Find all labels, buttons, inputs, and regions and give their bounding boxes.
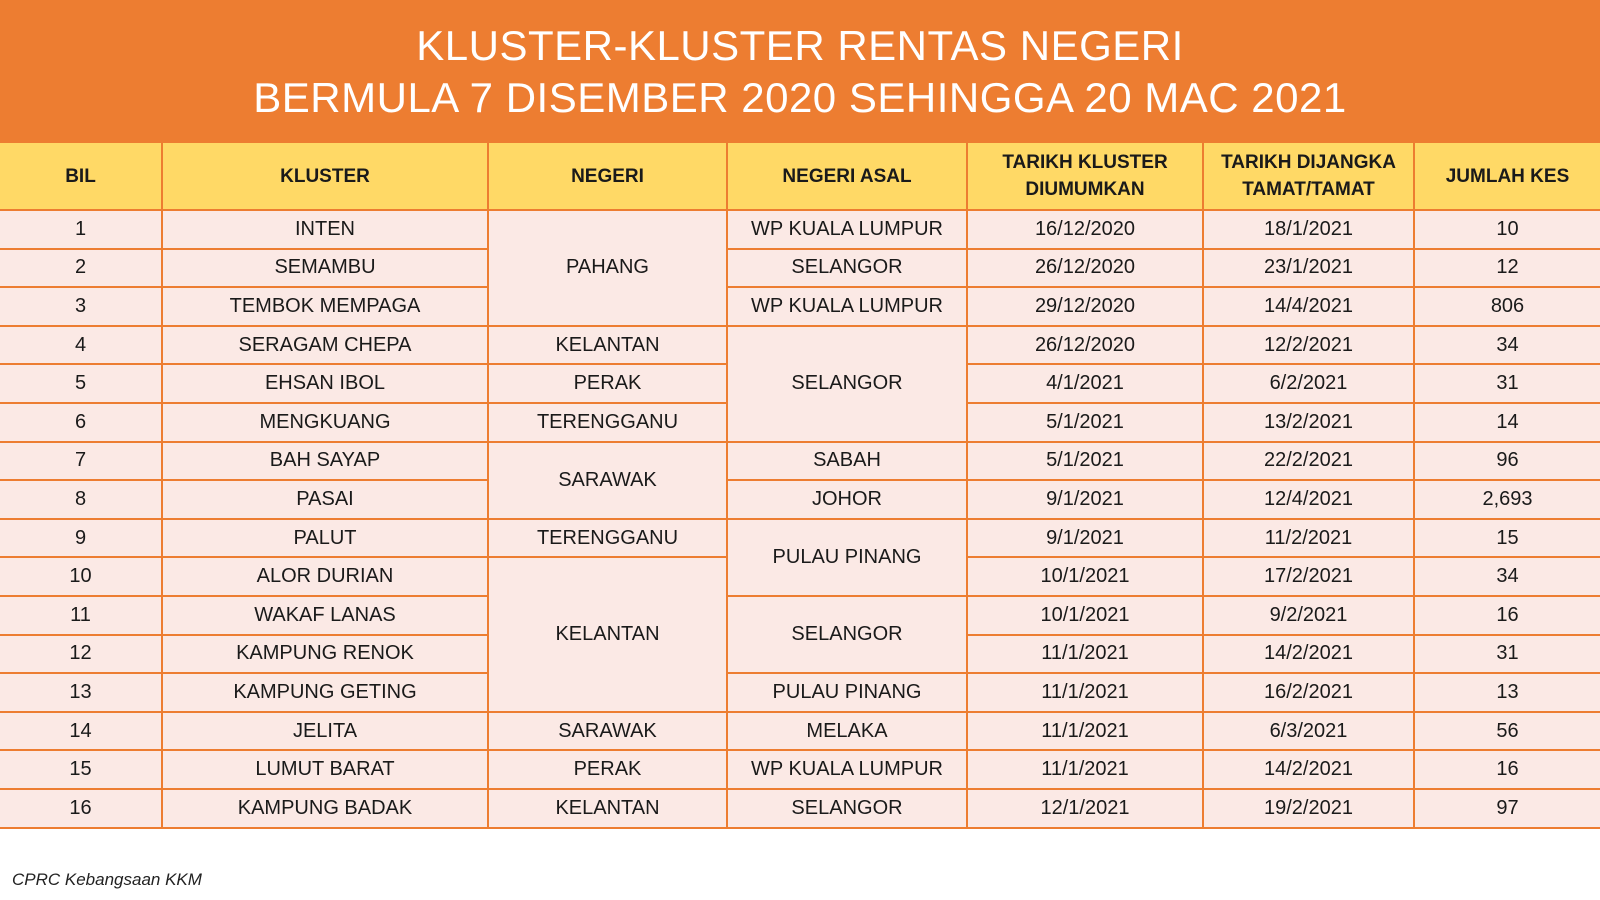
cell-negeri-asal: JOHOR (727, 480, 967, 519)
cell-kluster: KAMPUNG GETING (162, 673, 488, 712)
cell-bil: 11 (0, 596, 162, 635)
table-row (0, 750, 1600, 789)
cell-tamat: 6/2/2021 (1203, 364, 1414, 403)
cell-diumumkan: 11/1/2021 (967, 750, 1203, 789)
cell-jumlah-kes: 34 (1414, 326, 1600, 365)
cell-negeri-asal: WP KUALA LUMPUR (727, 287, 967, 326)
cell-jumlah-kes: 96 (1414, 442, 1600, 481)
cell-bil: 5 (0, 364, 162, 403)
cell-tamat: 14/2/2021 (1203, 750, 1414, 789)
header-tarikh-diumumkan-line2: DIUMUMKAN (1025, 179, 1145, 200)
cell-kluster: SERAGAM CHEPA (162, 326, 488, 365)
cell-kluster: PASAI (162, 480, 488, 519)
cell-tamat: 13/2/2021 (1203, 403, 1414, 442)
cell-tamat: 12/4/2021 (1203, 480, 1414, 519)
header-tarikh-tamat-line2: TAMAT/TAMAT (1242, 179, 1375, 200)
cell-kluster: PALUT (162, 519, 488, 558)
cell-tamat: 18/1/2021 (1203, 210, 1414, 249)
cell-jumlah-kes: 15 (1414, 519, 1600, 558)
cell-diumumkan: 5/1/2021 (967, 442, 1203, 481)
cell-bil: 7 (0, 442, 162, 481)
cell-tamat: 6/3/2021 (1203, 712, 1414, 751)
header-bil: BIL (0, 143, 162, 210)
cell-tamat: 22/2/2021 (1203, 442, 1414, 481)
cell-kluster: ALOR DURIAN (162, 557, 488, 596)
cell-jumlah-kes: 2,693 (1414, 480, 1600, 519)
cell-bil: 14 (0, 712, 162, 751)
cell-negeri-asal: SELANGOR (727, 326, 967, 442)
cell-kluster: EHSAN IBOL (162, 364, 488, 403)
header-tarikh-diumumkan-line1: TARIKH KLUSTER (1002, 152, 1168, 173)
cell-kluster: SEMAMBU (162, 249, 488, 288)
table-row (0, 673, 1600, 712)
cell-tamat: 19/2/2021 (1203, 789, 1414, 828)
cell-jumlah-kes: 31 (1414, 635, 1600, 674)
cell-jumlah-kes: 14 (1414, 403, 1600, 442)
table-row (0, 519, 1600, 558)
cell-diumumkan: 5/1/2021 (967, 403, 1203, 442)
table-row (0, 249, 1600, 288)
cell-negeri: PERAK (488, 750, 727, 789)
cell-tamat: 14/4/2021 (1203, 287, 1414, 326)
cell-bil: 15 (0, 750, 162, 789)
cell-diumumkan: 11/1/2021 (967, 673, 1203, 712)
cell-tamat: 16/2/2021 (1203, 673, 1414, 712)
cell-kluster: BAH SAYAP (162, 442, 488, 481)
cell-diumumkan: 12/1/2021 (967, 789, 1203, 828)
cell-negeri: KELANTAN (488, 557, 727, 711)
cell-tamat: 12/2/2021 (1203, 326, 1414, 365)
cell-bil: 10 (0, 557, 162, 596)
cell-diumumkan: 10/1/2021 (967, 557, 1203, 596)
cell-jumlah-kes: 31 (1414, 364, 1600, 403)
cell-negeri-asal: SELANGOR (727, 596, 967, 673)
cell-negeri-asal: SELANGOR (727, 789, 967, 828)
cell-bil: 16 (0, 789, 162, 828)
cell-kluster: LUMUT BARAT (162, 750, 488, 789)
cell-tamat: 11/2/2021 (1203, 519, 1414, 558)
cell-negeri: PERAK (488, 364, 727, 403)
cell-negeri-asal: PULAU PINANG (727, 519, 967, 596)
cell-negeri-asal: SELANGOR (727, 249, 967, 288)
cell-jumlah-kes: 16 (1414, 596, 1600, 635)
cell-tamat: 14/2/2021 (1203, 635, 1414, 674)
cell-jumlah-kes: 34 (1414, 557, 1600, 596)
cell-kluster: KAMPUNG RENOK (162, 635, 488, 674)
cell-diumumkan: 26/12/2020 (967, 326, 1203, 365)
cell-kluster: JELITA (162, 712, 488, 751)
cell-negeri-asal: MELAKA (727, 712, 967, 751)
table-row (0, 287, 1600, 326)
header-row (0, 143, 1600, 210)
title-line-1: KLUSTER-KLUSTER RENTAS NEGERI (416, 21, 1184, 69)
cell-diumumkan: 10/1/2021 (967, 596, 1203, 635)
title-banner (0, 0, 1600, 143)
cell-tamat: 17/2/2021 (1203, 557, 1414, 596)
header-jumlah-kes: JUMLAH KES (1414, 143, 1600, 210)
table-row (0, 326, 1600, 365)
cell-negeri: TERENGGANU (488, 403, 727, 442)
cell-negeri-asal: WP KUALA LUMPUR (727, 210, 967, 249)
cell-tamat: 9/2/2021 (1203, 596, 1414, 635)
cell-negeri-asal: PULAU PINANG (727, 673, 967, 712)
title-line-2: BERMULA 7 DISEMBER 2020 SEHINGGA 20 MAC 2021 (253, 73, 1347, 121)
cell-tamat: 23/1/2021 (1203, 249, 1414, 288)
cell-diumumkan: 29/12/2020 (967, 287, 1203, 326)
cell-diumumkan: 9/1/2021 (967, 519, 1203, 558)
cell-diumumkan: 11/1/2021 (967, 712, 1203, 751)
header-tarikh-tamat-line1: TARIKH DIJANGKA (1221, 152, 1396, 173)
cell-jumlah-kes: 16 (1414, 750, 1600, 789)
clusters-table (0, 143, 1600, 829)
cell-jumlah-kes: 97 (1414, 789, 1600, 828)
cell-bil: 6 (0, 403, 162, 442)
cell-diumumkan: 16/12/2020 (967, 210, 1203, 249)
table-row (0, 596, 1600, 635)
cell-jumlah-kes: 12 (1414, 249, 1600, 288)
cell-jumlah-kes: 10 (1414, 210, 1600, 249)
cell-kluster: INTEN (162, 210, 488, 249)
cell-bil: 2 (0, 249, 162, 288)
table-row (0, 789, 1600, 828)
table-row (0, 442, 1600, 481)
cell-kluster: MENGKUANG (162, 403, 488, 442)
cell-bil: 8 (0, 480, 162, 519)
cell-jumlah-kes: 806 (1414, 287, 1600, 326)
cell-negeri-asal: WP KUALA LUMPUR (727, 750, 967, 789)
cell-jumlah-kes: 13 (1414, 673, 1600, 712)
cell-diumumkan: 11/1/2021 (967, 635, 1203, 674)
header-tarikh-diumumkan (967, 143, 1203, 210)
table-row (0, 210, 1600, 249)
cell-jumlah-kes: 56 (1414, 712, 1600, 751)
cell-negeri-asal: SABAH (727, 442, 967, 481)
cell-diumumkan: 9/1/2021 (967, 480, 1203, 519)
cell-negeri: PAHANG (488, 210, 727, 326)
header-negeri-asal: NEGERI ASAL (727, 143, 967, 210)
table-row (0, 712, 1600, 751)
source-footnote: CPRC Kebangsaan KKM (12, 870, 202, 889)
cell-negeri: SARAWAK (488, 442, 727, 519)
cell-bil: 9 (0, 519, 162, 558)
cell-kluster: KAMPUNG BADAK (162, 789, 488, 828)
header-kluster: KLUSTER (162, 143, 488, 210)
cell-negeri: TERENGGANU (488, 519, 727, 558)
cell-negeri: KELANTAN (488, 326, 727, 365)
table-row (0, 480, 1600, 519)
header-negeri: NEGERI (488, 143, 727, 210)
cell-bil: 1 (0, 210, 162, 249)
cell-bil: 3 (0, 287, 162, 326)
cell-diumumkan: 4/1/2021 (967, 364, 1203, 403)
cell-kluster: WAKAF LANAS (162, 596, 488, 635)
cell-negeri: KELANTAN (488, 789, 727, 828)
header-tarikh-tamat (1203, 143, 1414, 210)
cell-bil: 4 (0, 326, 162, 365)
cell-diumumkan: 26/12/2020 (967, 249, 1203, 288)
cell-bil: 13 (0, 673, 162, 712)
cell-bil: 12 (0, 635, 162, 674)
cell-kluster: TEMBOK MEMPAGA (162, 287, 488, 326)
cell-negeri: SARAWAK (488, 712, 727, 751)
